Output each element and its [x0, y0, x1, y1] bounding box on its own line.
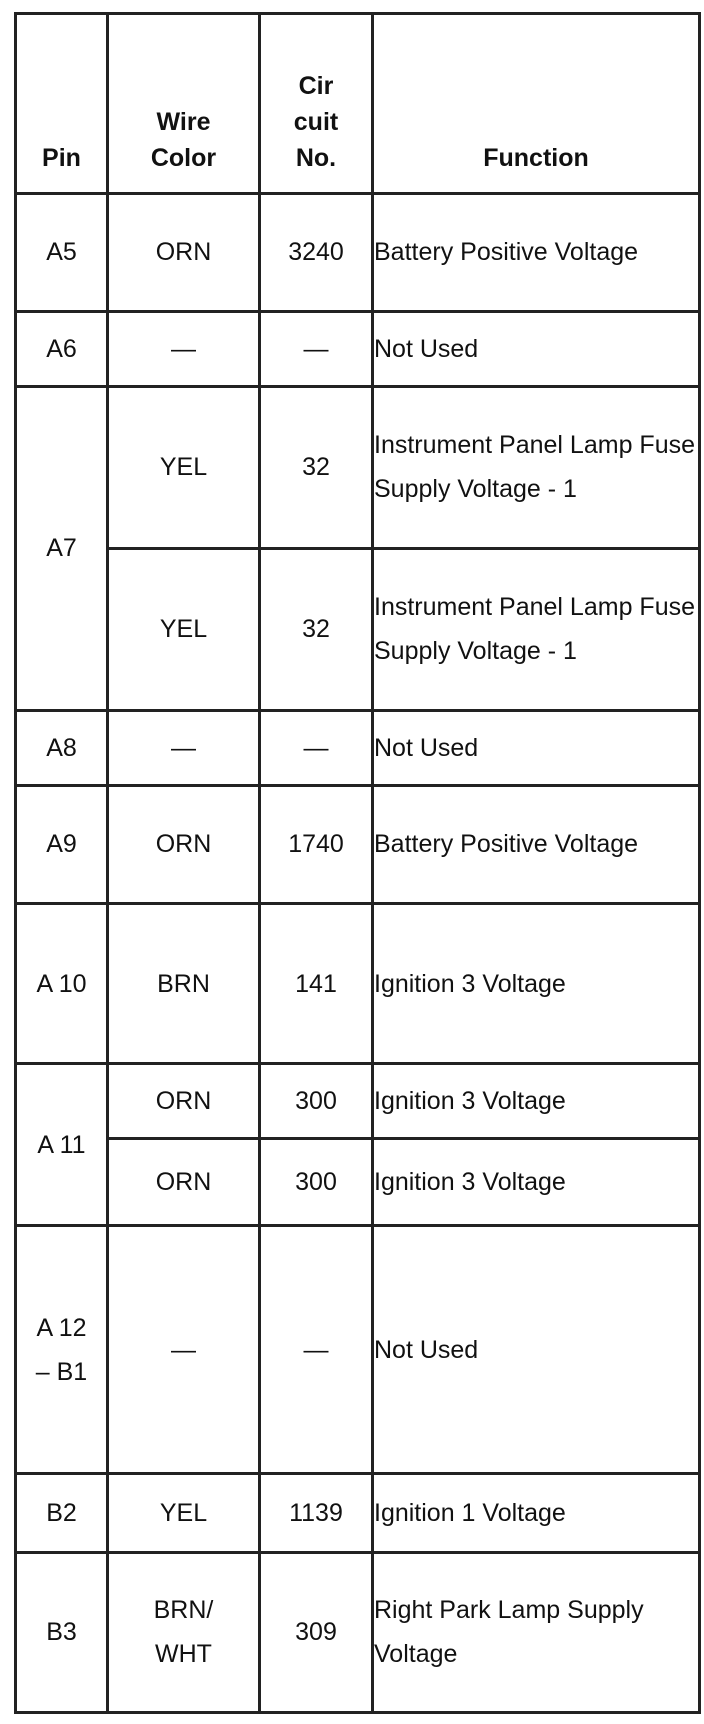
wire-color-cell: ORN: [108, 1064, 260, 1139]
wire-color-label: BRN/ WHT: [153, 1596, 214, 1669]
function-cell: Not Used: [373, 711, 700, 786]
circuit-cell: 300: [260, 1064, 373, 1139]
pin-cell: A5: [16, 193, 108, 311]
table-row: [16, 1552, 700, 1712]
header-row: [16, 14, 700, 194]
pin-cell: A6: [16, 312, 108, 387]
header-pin: Pin: [16, 14, 108, 194]
wire-color-cell: ORN: [108, 1138, 260, 1226]
table-row: [16, 1473, 700, 1552]
function-cell: Ignition 1 Voltage: [373, 1473, 700, 1552]
header-wire-color: [108, 14, 260, 194]
pin-cell: [16, 1226, 108, 1474]
table-row: [16, 711, 700, 786]
circuit-cell: 1139: [260, 1473, 373, 1552]
function-cell: Not Used: [373, 312, 700, 387]
pin-cell: A8: [16, 711, 108, 786]
connector-pinout-table: [14, 12, 701, 1714]
circuit-cell: 32: [260, 386, 373, 548]
function-cell: Ignition 3 Voltage: [373, 1138, 700, 1226]
function-cell: Ignition 3 Voltage: [373, 1064, 700, 1139]
table-row: [16, 1064, 700, 1139]
pin-label: A 10: [36, 969, 87, 998]
wire-color-cell: ORN: [108, 193, 260, 311]
pin-cell: B3: [16, 1552, 108, 1712]
wire-color-cell: [108, 1552, 260, 1712]
wire-color-cell: —: [108, 1226, 260, 1474]
circuit-cell: —: [260, 711, 373, 786]
function-cell: Ignition 3 Voltage: [373, 904, 700, 1064]
wire-color-cell: —: [108, 312, 260, 387]
function-cell: Battery Positive Voltage: [373, 193, 700, 311]
pin-cell: B2: [16, 1473, 108, 1552]
pin-cell: [16, 904, 108, 1064]
function-cell: Instrument Panel Lamp Fuse Supply Voltage - 1: [373, 548, 700, 710]
pin-cell: A7: [16, 386, 108, 710]
wire-color-cell: BRN: [108, 904, 260, 1064]
table-row: [16, 785, 700, 903]
function-cell: Not Used: [373, 1226, 700, 1474]
pin-label: A 11: [37, 1130, 86, 1159]
pin-cell: A9: [16, 785, 108, 903]
circuit-cell: —: [260, 1226, 373, 1474]
wire-color-cell: —: [108, 711, 260, 786]
table-row: [16, 548, 700, 710]
table-row: [16, 312, 700, 387]
wire-color-cell: YEL: [108, 548, 260, 710]
wire-color-cell: ORN: [108, 785, 260, 903]
circuit-cell: 32: [260, 548, 373, 710]
table-row: [16, 904, 700, 1064]
header-wire-color-label: Wire Color: [150, 107, 217, 172]
header-circuit-no-label: Cir cuit No.: [293, 71, 339, 172]
circuit-cell: —: [260, 312, 373, 387]
table-row: [16, 386, 700, 548]
wire-color-cell: YEL: [108, 1473, 260, 1552]
header-circuit-no: [260, 14, 373, 194]
header-function: Function: [373, 14, 700, 194]
table-row: [16, 193, 700, 311]
circuit-cell: 141: [260, 904, 373, 1064]
circuit-cell: 3240: [260, 193, 373, 311]
circuit-cell: 300: [260, 1138, 373, 1226]
table-row: [16, 1226, 700, 1474]
pin-label: A 12 – B1: [35, 1313, 88, 1386]
table-row: [16, 1138, 700, 1226]
function-cell: Battery Positive Voltage: [373, 785, 700, 903]
function-cell: Instrument Panel Lamp Fuse Supply Voltage - 1: [373, 386, 700, 548]
circuit-cell: 1740: [260, 785, 373, 903]
pin-cell: [16, 1064, 108, 1226]
circuit-cell: 309: [260, 1552, 373, 1712]
function-cell: Right Park Lamp Supply Voltage: [373, 1552, 700, 1712]
wire-color-cell: YEL: [108, 386, 260, 548]
